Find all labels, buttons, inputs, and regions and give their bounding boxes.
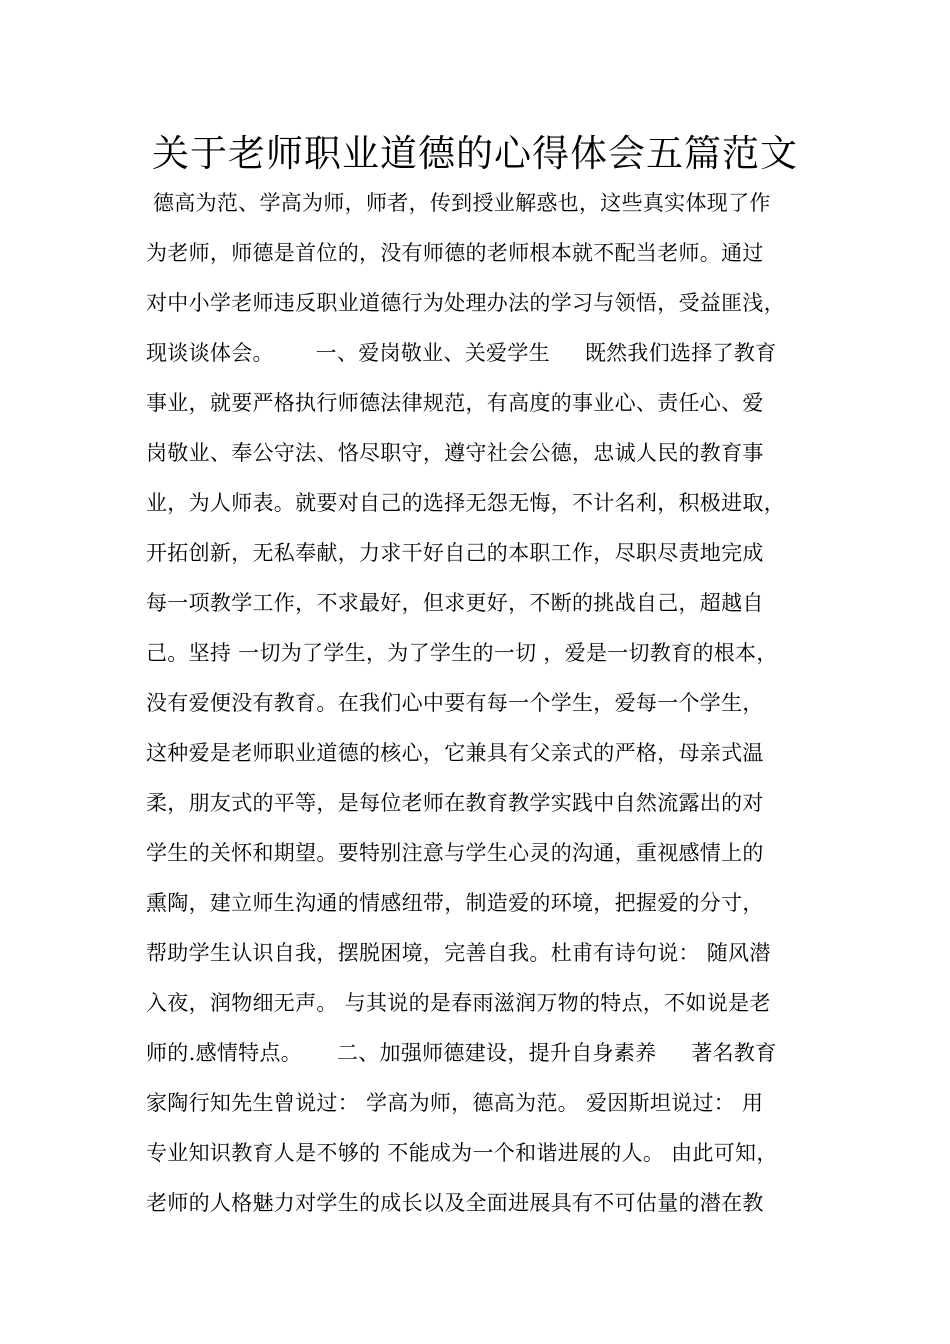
body-line: 现谈谈体会。 一、爱岗敬业、关爱学生 既然我们选择了教育 bbox=[146, 341, 777, 365]
body-line: 柔，朋友式的平等，是每位老师在教育教学实践中自然流露出的对 bbox=[146, 791, 764, 815]
body-line: 帮助学生认识自我，摆脱困境，完善自我。杜甫有诗句说： 随风潜 bbox=[146, 941, 771, 965]
body-line: 老师的人格魅力对学生的成长以及全面进展具有不可估量的潜在教 bbox=[146, 1191, 764, 1215]
body-line: 德高为范、学高为师，师者，传到授业解惑也，这些真实体现了作 bbox=[146, 191, 771, 215]
document-body bbox=[146, 178, 846, 1228]
body-line: 岗敬业、奉公守法、恪尽职守，遵守社会公德，忠诚人民的教育事 bbox=[146, 441, 764, 465]
document-title: 关于老师职业道德的心得体会五篇范文 bbox=[152, 132, 798, 175]
body-line: 为老师，师德是首位的，没有师德的老师根本就不配当老师。通过 bbox=[146, 241, 764, 265]
body-line: 己。坚持 一切为了学生，为了学生的一切 ，爱是一切教育的根本， bbox=[146, 641, 778, 665]
body-line: 师的.感情特点。 二、加强师德建设，提升自身素养 著名教育 bbox=[146, 1041, 777, 1065]
body-line: 入夜，润物细无声。 与其说的是春雨滋润万物的特点，不如说是老 bbox=[146, 991, 771, 1015]
body-line: 专业知识教育人是不够的 不能成为一个和谐进展的人。 由此可知， bbox=[146, 1141, 778, 1165]
body-line: 事业，就要严格执行师德法律规范，有高度的事业心、责任心、爱 bbox=[146, 391, 764, 415]
body-line: 对中小学老师违反职业道德行为处理办法的学习与领悟，受益匪浅， bbox=[146, 291, 785, 315]
body-line: 家陶行知先生曾说过： 学高为师，德高为范。 爱因斯坦说过： 用 bbox=[146, 1091, 764, 1115]
body-line: 每一项教学工作，不求最好，但求更好，不断的挑战自己，超越自 bbox=[146, 591, 764, 615]
body-line: 学生的关怀和期望。要特别注意与学生心灵的沟通，重视感情上的 bbox=[146, 841, 764, 865]
body-line: 开拓创新，无私奉献，力求干好自己的本职工作，尽职尽责地完成 bbox=[146, 541, 764, 565]
body-line: 熏陶，建立师生沟通的情感纽带，制造爱的环境，把握爱的分寸， bbox=[146, 891, 764, 915]
body-line: 没有爱便没有教育。在我们心中要有每一个学生，爱每一个学生， bbox=[146, 691, 764, 715]
body-line: 业，为人师表。就要对自己的选择无怨无悔，不计名利，积极进取， bbox=[146, 491, 785, 515]
body-line: 这种爱是老师职业道德的核心，它兼具有父亲式的严格，母亲式温 bbox=[146, 741, 764, 765]
